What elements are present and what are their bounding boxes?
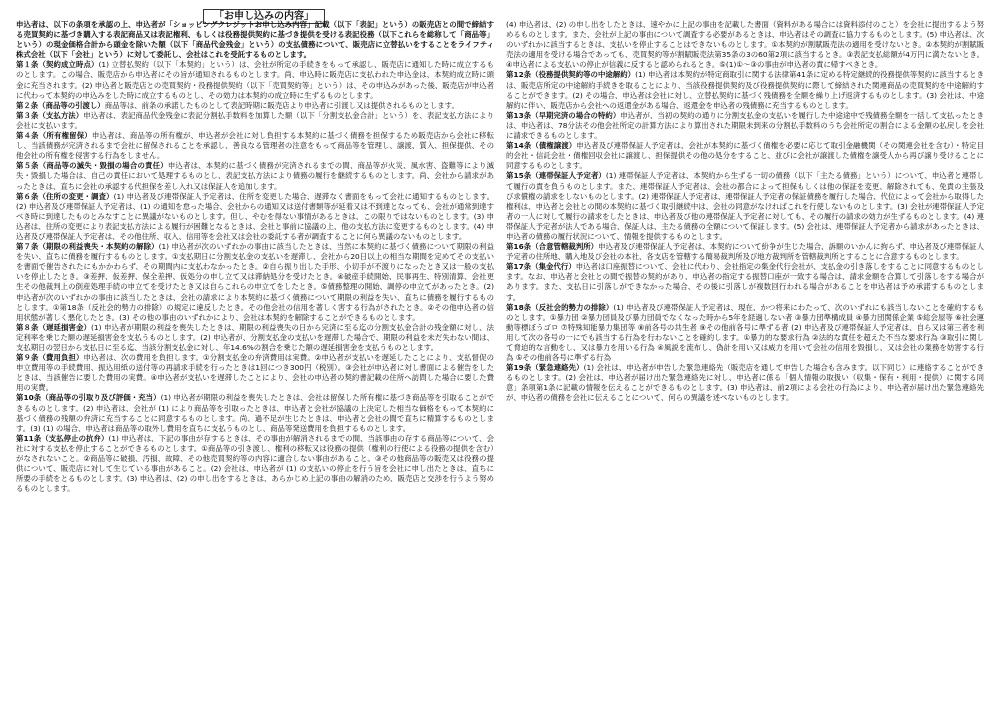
article-heading: 第12条（役務提供契約等の中途解約） <box>506 70 636 80</box>
article <box>506 303 984 364</box>
terms-columns <box>16 20 984 697</box>
article-body: 申込者は、表記商品代金残金に表記分割払手数料を加算した額（以下「分割支払金合計」という）を、表記支払方法により会社に支払います。 <box>16 110 494 130</box>
intro-paragraph: 申込者は、以下の条項を承認の上、申込者が「ショッピングクレジットお申し込み内容」記載（以下「表記」という）の販売店との間で締結する売買契約に基づき購入する表記商品又は表記権利、もしくは役務提供契約に基づき提供を受ける表記役務（以下これらを総称して「商品等」という）の現金価格合計から頭金を除いた額（以下「商品代金残金」という）の支払債務について、販売店に立替払いをすることをライフティ株式会社（以下「会社」という）に対して委託し、会社はこれを受託するものとします。 <box>16 20 494 60</box>
article <box>506 363 984 403</box>
article-heading: 第１条（契約成立時点） <box>16 60 99 70</box>
article-body: (1) 申込者が期限の利益を喪失したときは、期限の利益喪失の日から完済に至る迄の分割支払金合計の残金額に対し、法定利率を乗じた額の遅延損害金を支払うものとします。(2) 申込者が、分割支払金の支払いを遅滞した場合で、期限の利益を未だ失わない間は、支払期日の翌日から支払日に至る迄、当該分割支払金に対し、年14.6%の割合を乗じた額の遅延損害金を支払うものとします。 <box>16 322 494 352</box>
article-body: 申込者及び連帯保証人予定者は、会社が本契約に基づく債権を必要に応じて取引金融機関（その関連会社を含む）・特定目的会社・信託会社・債権回収会社に譲渡し、担保提供その他の処分をすること、並びに会社が譲渡した債権を譲受人から再び譲り受けることに同意するものとします。 <box>506 141 984 171</box>
article-body: (1) 会社は、申込者が申告した緊急連絡先（販売店を通して申告した場合も含みます。以下同じ）に連絡することができるものとします。(2) 会社は、申込者が届け出た緊急連絡先に対し、申込者に係る「個人情報の取扱い（収集・保有・利用・提供）に関する同意」条項第1条に記載の情報を伝えることができるものとします。(3) 申込者は、前2項による会社の行為により、申込者が届け出た緊急連絡先が、申込者の債務を会社に伝えることについて、何らの異議を述べないものとします。 <box>506 363 984 403</box>
article <box>16 111 494 131</box>
article-body: 申込者は口座振替について、会社に代わり、会社指定の集金代行会社が、支払金の引き落しをすることに同意するものとします。なお、申込者と会社との間で振替の契約があり、申込者の指定する振替口座が一致する場合は、請求金額を合算して引落しをする場合があります。また、支払日に引落しができなかった場合、その後に引落しが複数回行われる場合があることを申込者は予め承諾するものとします。 <box>506 262 984 302</box>
article <box>16 161 494 191</box>
article <box>506 171 984 242</box>
right-column <box>506 20 984 697</box>
article-body: 申込者は、次の費用を負担します。①分割支払金の弁済費用は実費。②申込者が支払いを遅延したことにより、支払督促の申立費用等の手続費用、振込用紙の送付等の再請求手続を行ったときは1回につき300円（税別）。③会社が申込者に対し書面による催告をしたときは、当該催告に要した費用の実費。④申込者が支払いを遅滞したことにより、会社の申込者の契約書記載の住所へ訪問した場合に要した費用の実費。 <box>16 353 494 393</box>
article-body: (1) 申込者が次のいずれかの事由に該当したときは、当然に本契約に基づく債務について期限の利益を失い、直ちに債務を履行するものとします。①支払期日に分割支払金の支払いを遅滞し、会社から20日以上の相当な期間を定めてその支払いを書面で催告されたにもかかわらず、その期間内に支払わなかったとき。②自ら振り出した手形、小切手が不渡りになったとき又は一般の支払いを停止したとき。③差押、仮差押、保全差押、仮処分の申し立て又は滞納処分を受けたとき。④破産手続開始、民事再生、特別清算、会社更生その他裁判上の倒産処理手続の申立てを受けたとき又は自らこれらの申立てをしたとき。⑤債務整理の開始、調停の申立てがあったとき。(2) 申込者が次のいずれかの事由に該当したときは、会社の請求により本契約に基づく債務について期限の利益を失い、直ちに債務を履行するものとします。①第18条（反社会的勢力の排除）の規定に違反したとき。その他会社の信用を著しく害する行為がされたとき。②その他申込者の信用状態が著しく悪化したとき。(3) その他の事由のいずれかにより、会社は本契約を解除することができるものとします。 <box>16 242 494 322</box>
article-heading: 第18条（反社会的勢力の排除） <box>506 302 614 312</box>
article-body: (1) 申込者が期限の利益を喪失したときは、会社は留保した所有権に基づき商品等を引取ることができるものとします。(2) 申込者は、会社が (1) により商品等を引取ったときは、申込者と会社が協議の上決定した相当な価格をもって本契約に基づく債務の残額の弁済に充当することに同意するものとします。尚、過不足が生じたときは、申込者と会社の間で直ちに精算するものとします。(3) (1) の場合、申込者は商品等の取外し費用を直ちに支払うものとし、商品等発送費用を負担するものとします。 <box>16 393 494 433</box>
left-column <box>16 20 494 697</box>
article <box>506 141 984 171</box>
article-heading: 第７条（期限の利益喪失・本契約の解除） <box>16 242 159 252</box>
article <box>16 101 494 111</box>
article-heading: 第３条（支払方法） <box>16 110 84 120</box>
title-area <box>16 4 982 20</box>
article <box>16 60 494 100</box>
page-title: 「お申し込みの内容」 <box>203 9 325 24</box>
article-body: 申込者は、本契約に基づく債務が完済されるまでの間、商品等が火災、風水害、盗難等により滅失・毀損した場合は、自己の責任において処理するものとし、表記支払方法により債務の履行を継続するものとします。尚、会社から請求があったときは、直ちに会社の承認する代担保を差し入れ又は保証人を追加します。 <box>16 161 494 191</box>
article-heading: 第15条（連帯保証人予定者） <box>506 171 606 181</box>
article <box>16 434 494 495</box>
article <box>506 111 984 141</box>
article-body: (4) 申込者は、(2) の申し出をしたときは、速やかに上記の事由を記載した書面（資料がある場合には資料添付のこと）を会社に提出するよう努めるものとします。また、会社が上記の事由について調査する必要があるときは、申込者はその調査に協力するものとします。(5) 申込者は、次のいずれかに該当するときは、支払いを停止することはできないものとします。①本契約が割賦販売法の適用を受けないとき。②本契約が割賦販売法の適用を受ける場合であっても、売買契約等が割賦販売法第35条の3の60第2項に該当するとき。③表記支払総額が4万円に満たないとき。④申込者による支払いの停止が信義に反すると認められるとき。⑤(1)①～③の事由が申込者の責に帰すべきとき。 <box>506 20 984 70</box>
article <box>506 70 984 110</box>
article <box>506 20 984 70</box>
article-heading: 第19条（緊急連絡先） <box>506 363 584 373</box>
article-body: (1) 申込者及び連帯保証人予定者は、現在、かつ将来にわたって、次のいずれにも該当しないことを確約するものとします。①暴力団 ②暴力団員及び暴力団員でなくなった時から5年を経過しない者 ③暴力団準構成員 ④暴力団関係企業 ⑤総会屋等 ⑥社会運動等標ぼうゴロ ⑦特殊知能暴力集団等 ⑧前各号の共生者 ⑨その他前各号に準ずる者 (2) 申込者及び連帯保証人予定者は、自ら又は第三者を利用して次の各号の一にでも該当する行為を行わないことを確約します。①暴力的な要求行為 ②法的な責任を超えた不当な要求行為 ③取引に関して脅迫的な言動をし、又は暴力を用いる行為 ④風説を流布し、偽計を用い又は威力を用いて会社の信用を毀損し、又は会社の業務を妨害する行為 ⑤その他前各号に準ずる行為 <box>506 302 984 363</box>
article-heading: 第11条（支払停止の抗弁） <box>16 433 109 443</box>
article-body: (1) 申込者及び連帯保証人予定者は、住所を変更した場合、遅滞なく書面をもって会社に通知するものとします。(2) 申込者及び連帯保証人予定者は、(1) の通知を怠った場合、会社からの通知又は送付書類等が延着又は不到達となっても、会社が通常到達すべき時に到達したものとみなすことに異議がないものとします。但し、やむを得ない事情があるときは、この限りではないものとします。(3) 申込者は、住所の変更により表記支払方法による履行が困難となるときは、会社と事前に協議の上、他の支払方法に変更するものとします。(4) 申込者及び連帯保証人予定者は、その他住所、収入、信用等を会社又は会社の委託する者が調査することに何ら異議のないものとします。 <box>16 191 494 241</box>
article-heading: 第４条（所有権留保） <box>16 131 92 141</box>
article-body: (1) 申込者は本契約が特定商取引に関する法律第41条に定める特定継続的役務提供等契約に該当するときは、販売店所定の中途解約手続きを取ることにより、当該役務提供契約及び役務提供契約に際して締結された関連商品の売買契約を中途解約することができます。(2) その場合、申込者は会社に対し、立替払契約に基づく残債務を全額を繰り上げ返済するものとします。(3) 会社は、中途解約に伴い、販売店から会社への返還金がある場合、返還金を申込者の残債務に充当するものとします。 <box>506 70 984 110</box>
article-body: (1) 立替払契約（以下「本契約」という）は、会社が所定の手続きをもって承認し、販売店に通知した時に成立するものとします。この場合、販売店から申込者にその旨が通知されるものとします。尚、申込時に販売店に支払われた申込金は、本契約成立時に頭金に充当されます。(2) 申込者と販売店との売買契約・役務提供契約（以下「売買契約等」という）は、その申込みがあった後、販売店が申込者に代わって本契約の申込みをした時に成立するものとし、その効力は本契約の成立時に生ずるものとします。 <box>16 60 494 100</box>
article-heading: 第17条（集金代行） <box>506 262 576 272</box>
article <box>506 262 984 302</box>
article <box>16 353 494 393</box>
article <box>506 242 984 262</box>
article <box>16 192 494 242</box>
article-body: (1) 連帯保証人予定者は、本契約から生ずる一切の債務（以下「主たる債務」という）について、申込者と連帯して履行の責を負うものとします。また、連帯保証人予定者は、会社の都合によって担保もしくは他の保証を変更、解除されても、免責の主張及び求償権の請求をしないものとします。(2) 連帯保証人予定者は、連帯保証人予定者の保証債務を履行した場合、代位によって会社から取得した権利は、申込者と会社との間の本契約に基づく取引継続中は、会社の同意がなければこれを行使しないものとします。(3) 会社が連帯保証人予定者の一人に対して履行の請求をしたときは、申込者及び他の連帯保証人予定者に対しても、その履行の請求の効力が生ずるものとします。(4) 連帯保証人予定者が法人である場合、保証人は、主たる債務の全額について保証します。(5) 会社は、連帯保証人予定者から請求があったときは、申込者の債務の履行状況について、情報を提供するものとします。 <box>506 171 984 241</box>
article-heading: 第６条（住所の変更・調査） <box>16 191 114 201</box>
article-body: 申込者が、当初の契約の通りに分割支払金の支払いを履行した中途途中で残債務全額を一括して支払ったときは、申込者は、78分法その他会社所定の計算方法により算出された期限未到来の分割払手数料のうち会社所定の割合による金額の払戻しを会社に請求できるものとします。 <box>506 110 984 141</box>
article-heading: 第10条（商品等の引取り及び評価・充当） <box>16 393 161 403</box>
article-body: 申込者は、商品等の所有権が、申込者が会社に対し負担する本契約に基づく債務を担保するため販売店から会社に移転し、当該債務が完済されるまで会社に留保されることを承認し、善良なる管理者の注意をもって商品等を管理し、譲渡、質入、担保提供、その他会社の所有権を侵害する行為をしません。 <box>16 131 494 161</box>
article-body: 商品等は、前条の承諾したものとして表記時期に販売店より申込者に引渡し又は提供されるものとします。 <box>104 100 459 110</box>
article-body: (1) 申込者は、下記の事由が存するときは、その事由が解消されるまでの間、当該事由の存する商品等について、会社に対する支払を停止することができるものとします。①商品等の引き渡し、権利の移転又は役務の提供（権利の行使による役務の提供を含む）がなされないこと。②商品等に破損、汚損、故障、その他売買契約等の内容に適合しない事由があること。③その他商品等の販売又は役務の提供について、販売店に対して生じている事由があること。(2) 会社は、申込者が (1) の支払いの停止を行う旨を会社に申し出たときは、直ちに所要の手続をとるものとします。(3) 申込者は、(2) の申し出をするときは、あらかじめ上記の事由の解消のため、販売店と交渉を行うよう努めるものとします。 <box>16 433 494 494</box>
article-body: 申込者及び連帯保証人予定者は、本契約について紛争が生じた場合、訴額のいかんに拘らず、申込者及び連帯保証人予定者の住所地、購入地及び会社の本社、各支店を管轄する簡易裁判所及び地方裁判所を管轄裁判所とすることに合意するものとします。 <box>506 242 984 262</box>
article-heading: 第14条（債権譲渡） <box>506 141 577 151</box>
article <box>16 131 494 161</box>
article <box>16 323 494 353</box>
article <box>16 242 494 323</box>
article-heading: 第９条（費用負担） <box>16 353 84 363</box>
article <box>16 393 494 433</box>
article-heading: 第16条（合意管轄裁判所） <box>506 242 599 252</box>
article-heading: 第２条（商品等の引渡し） <box>16 100 105 110</box>
article-heading: 第13条（早期完済の場合の特約） <box>506 110 621 120</box>
article-heading: 第８条（遅延損害金） <box>16 322 92 332</box>
article-heading: 第５条（商品等の滅失・毀損の場合の責任） <box>16 161 168 171</box>
